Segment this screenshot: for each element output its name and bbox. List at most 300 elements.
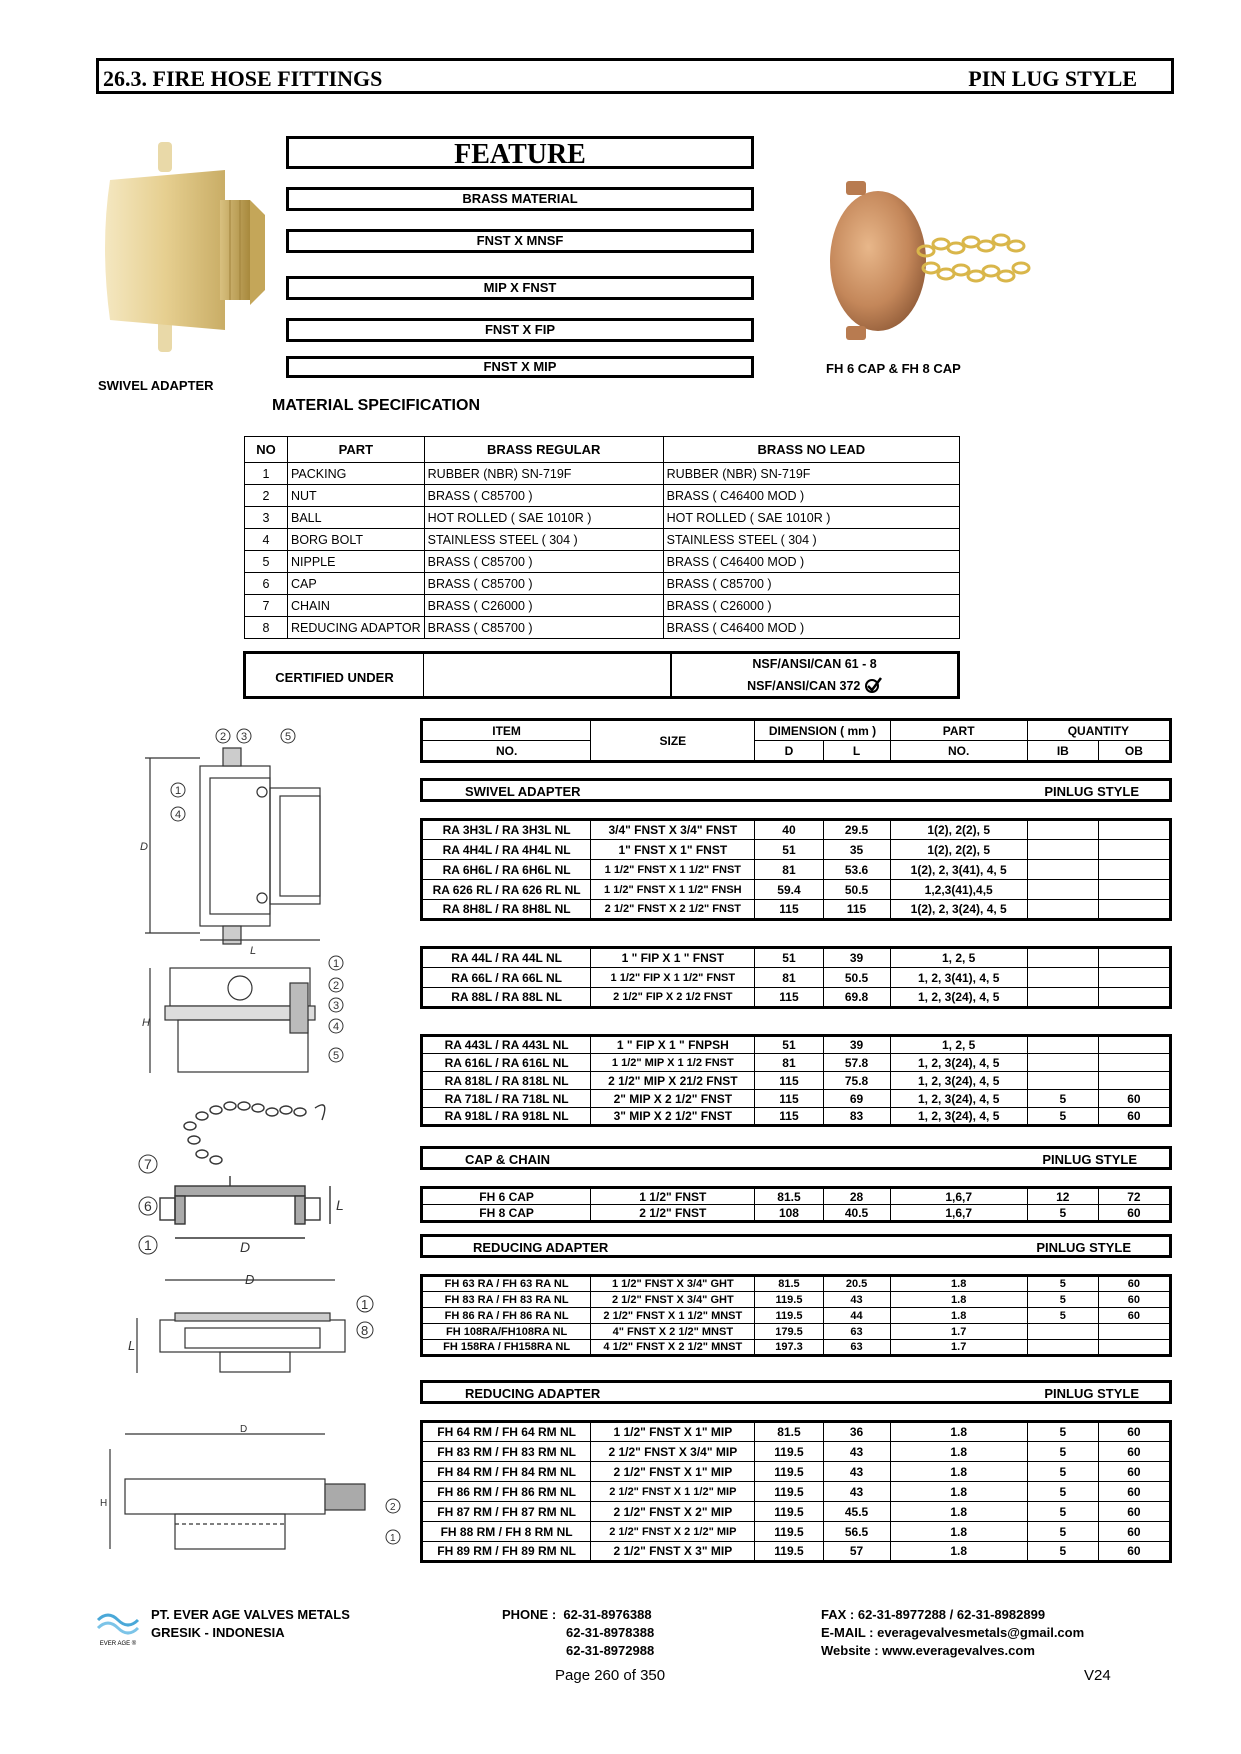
material-cell: BRASS ( C26000 ) [663, 595, 959, 617]
dim-d-cell: 119.5 [755, 1308, 823, 1324]
item-no-cell: FH 108RA/FH108RA NL [422, 1324, 591, 1340]
svg-text:D: D [245, 1272, 255, 1287]
part-no-cell: 1, 2, 3(24), 4, 5 [890, 1054, 1027, 1072]
cap-caption: FH 6 CAP & FH 8 CAP [826, 361, 961, 376]
section-style: PINLUG STYLE [1044, 784, 1139, 799]
item-no-header: NO. [422, 741, 591, 762]
size-cell: 2 1/2" FNST X 1 1/2" MIP [591, 1482, 755, 1502]
size-cell: 3" MIP X 2 1/2" FNST [591, 1108, 755, 1126]
size-cell: 2 1/2" FNST X 3" MIP [591, 1542, 755, 1562]
svg-text:2: 2 [390, 1502, 396, 1513]
size-cell: 1 1/2" MIP X 1 1/2 FNST [591, 1054, 755, 1072]
item-no-cell: RA 88L / RA 88L NL [422, 988, 591, 1008]
material-row [245, 551, 960, 573]
reducing-rm-drawing [95, 1424, 405, 1564]
ib-header: IB [1027, 741, 1098, 762]
qty-ob-cell [1098, 880, 1170, 900]
website: Website : www.everagevalves.com [821, 1643, 1035, 1658]
size-cell: 1 1/2" FNST [591, 1188, 755, 1205]
material-cell: 1 [245, 463, 288, 485]
material-cell: NUT [288, 485, 425, 507]
part-no-cell: 1.8 [890, 1462, 1027, 1482]
svg-text:L: L [128, 1338, 136, 1353]
item-no-cell: FH 6 CAP [422, 1188, 591, 1205]
dim-l-cell: 69 [823, 1090, 890, 1108]
material-table [244, 436, 960, 639]
item-no-cell: FH 86 RA / FH 86 RA NL [422, 1308, 591, 1324]
item-no-cell: RA 3H3L / RA 3H3L NL [422, 820, 591, 840]
dim-d-cell: 81 [755, 1054, 823, 1072]
size-cell: 2 1/2" FNST X 1 1/2" MNST [591, 1308, 755, 1324]
qty-ib-cell [1027, 1054, 1098, 1072]
material-cell: BRASS ( C85700 ) [424, 551, 663, 573]
qty-ib-cell: 5 [1027, 1108, 1098, 1126]
dim-d-cell: 115 [755, 1090, 823, 1108]
qty-ib-cell: 5 [1027, 1422, 1098, 1442]
company-block [151, 1606, 350, 1642]
logo-text: EVER AGE ® [99, 1641, 137, 1647]
qty-ib-cell [1027, 1340, 1098, 1356]
section-title: CAP & CHAIN [465, 1152, 550, 1167]
qty-ib-cell: 5 [1027, 1442, 1098, 1462]
qty-ib-cell [1027, 840, 1098, 860]
size-cell: 1 1/2" FNST X 1 1/2" FNST [591, 860, 755, 880]
qty-ib-cell: 5 [1027, 1276, 1098, 1292]
material-cell: BRASS ( C85700 ) [424, 617, 663, 639]
material-cell: BRASS ( C46400 MOD ) [663, 485, 959, 507]
part-no-cell: 1,6,7 [890, 1188, 1027, 1205]
size-cell: 2 1/2" FIP X 2 1/2 FNST [591, 988, 755, 1008]
material-cell: BRASS ( C26000 ) [424, 595, 663, 617]
svg-text:D: D [140, 841, 148, 853]
dim-d-cell: 197.3 [755, 1340, 823, 1356]
material-cell: 7 [245, 595, 288, 617]
table-row [422, 1292, 1171, 1308]
material-cell: 3 [245, 507, 288, 529]
svg-text:8: 8 [361, 1323, 369, 1338]
dim-d-cell: 119.5 [755, 1442, 823, 1462]
qty-ob-cell: 60 [1098, 1502, 1170, 1522]
material-row [245, 463, 960, 485]
table-row [422, 1422, 1171, 1442]
table-row [422, 1108, 1171, 1126]
svg-text:4: 4 [175, 809, 182, 821]
table-row [422, 1090, 1171, 1108]
item-no-cell: RA 443L / RA 443L NL [422, 1036, 591, 1054]
qty-ib-cell: 5 [1027, 1462, 1098, 1482]
table-row [422, 880, 1171, 900]
svg-text:6: 6 [144, 1198, 152, 1214]
fip-table [420, 946, 1172, 1009]
material-cell: BRASS ( C46400 MOD ) [663, 551, 959, 573]
dim-l-cell: 39 [823, 1036, 890, 1054]
svg-text:3: 3 [333, 1000, 340, 1012]
item-no-cell: RA 4H4L / RA 4H4L NL [422, 840, 591, 860]
svg-text:H: H [142, 1017, 150, 1029]
material-cell: RUBBER (NBR) SN-719F [663, 463, 959, 485]
part-no-cell: 1, 2, 5 [890, 1036, 1027, 1054]
qty-ob-cell: 60 [1098, 1090, 1170, 1108]
material-cell: 2 [245, 485, 288, 507]
svg-text:2: 2 [333, 980, 340, 992]
phone-1: 62-31-8976388 [563, 1607, 652, 1622]
qty-ob-cell [1098, 1072, 1170, 1090]
table-row [422, 1442, 1171, 1462]
material-cell: CAP [288, 573, 425, 595]
dim-l-cell: 28 [823, 1188, 890, 1205]
section-style: PINLUG STYLE [1044, 1386, 1139, 1401]
fip-adapter-drawing [140, 948, 360, 1083]
dim-d-cell: 81 [755, 968, 823, 988]
material-cell: REDUCING ADAPTOR [288, 617, 425, 639]
item-no-cell: RA 626 RL / RA 626 RL NL [422, 880, 591, 900]
dim-l-cell: 43 [823, 1482, 890, 1502]
size-cell: 1 " FIP X 1 " FNPSH [591, 1036, 755, 1054]
qty-ob-cell: 60 [1098, 1422, 1170, 1442]
qty-ib-cell: 5 [1027, 1090, 1098, 1108]
qty-ib-cell: 5 [1027, 1308, 1098, 1324]
item-no-cell: FH 84 RM / FH 84 RM NL [422, 1462, 591, 1482]
table-row [422, 1276, 1171, 1292]
svg-text:D: D [240, 1239, 251, 1255]
dim-l-cell: 43 [823, 1292, 890, 1308]
part-no-cell: 1, 2, 5 [890, 948, 1027, 968]
item-no-cell: RA 918L / RA 918L NL [422, 1108, 591, 1126]
part-no-cell: 1.8 [890, 1522, 1027, 1542]
svg-text:5: 5 [333, 1050, 340, 1062]
version: V24 [1084, 1667, 1111, 1684]
material-row [245, 507, 960, 529]
part-no-cell: 1(2), 2, 3(24), 4, 5 [890, 900, 1027, 920]
quantity-header: QUANTITY [1027, 720, 1170, 741]
table-row [422, 1542, 1171, 1562]
material-cell: NIPPLE [288, 551, 425, 573]
phone-2: 62-31-8978388 [566, 1625, 655, 1640]
material-cell: CHAIN [288, 595, 425, 617]
qty-ob-cell [1098, 820, 1170, 840]
reducing-ra-table [420, 1274, 1172, 1357]
table-row [422, 1502, 1171, 1522]
table-row [422, 860, 1171, 880]
qty-ib-cell [1027, 1036, 1098, 1054]
svg-text:1: 1 [175, 785, 182, 797]
table-row [422, 1482, 1171, 1502]
material-cell: STAINLESS STEEL ( 304 ) [663, 529, 959, 551]
certified-label: CERTIFIED UNDER [275, 670, 394, 685]
item-no-cell: FH 89 RM / FH 89 RM NL [422, 1542, 591, 1562]
feature-item: MIP X FNST [286, 276, 754, 300]
qty-ib-cell [1027, 820, 1098, 840]
dim-l-cell: 75.8 [823, 1072, 890, 1090]
item-no-cell: RA 6H6L / RA 6H6L NL [422, 860, 591, 880]
part-no-cell: 1.8 [890, 1422, 1027, 1442]
svg-text:5: 5 [285, 731, 292, 743]
reducing-ra-drawing [125, 1268, 385, 1378]
cert-2-text: NSF/ANSI/CAN 372 [747, 679, 861, 693]
feature-item: BRASS MATERIAL [286, 187, 754, 211]
qty-ib-cell [1027, 880, 1098, 900]
material-row [245, 595, 960, 617]
size-cell: 1 1/2" FNST X 1" MIP [591, 1422, 755, 1442]
svg-text:1: 1 [390, 1533, 396, 1544]
qty-ob-cell: 60 [1098, 1108, 1170, 1126]
qty-ob-cell: 72 [1098, 1188, 1170, 1205]
dimension-header: DIMENSION ( mm ) [755, 720, 890, 741]
material-cell: BRASS ( C85700 ) [424, 573, 663, 595]
qty-ib-cell: 5 [1027, 1542, 1098, 1562]
check-seal-icon [864, 677, 882, 693]
material-spec-title: MATERIAL SPECIFICATION [272, 397, 480, 414]
col-header: BRASS REGULAR [424, 437, 663, 463]
qty-ib-cell [1027, 948, 1098, 968]
table-row [422, 1188, 1171, 1205]
item-no-cell: FH 63 RA / FH 63 RA NL [422, 1276, 591, 1292]
dim-l-cell: 83 [823, 1108, 890, 1126]
item-header: ITEM [422, 720, 591, 741]
part-no-cell: 1.8 [890, 1442, 1027, 1462]
material-row [245, 617, 960, 639]
section-bar-swivel [420, 778, 1172, 802]
swivel-adapter-caption: SWIVEL ADAPTER [98, 378, 214, 393]
part-no-cell: 1.8 [890, 1482, 1027, 1502]
size-cell: 2" MIP X 2 1/2" FNST [591, 1090, 755, 1108]
qty-ob-cell: 60 [1098, 1308, 1170, 1324]
swivel-table [420, 818, 1172, 921]
part-no-cell: 1(2), 2(2), 5 [890, 820, 1027, 840]
section-style: PINLUG STYLE [1042, 1152, 1137, 1167]
part-no-cell: 1, 2, 3(24), 4, 5 [890, 1090, 1027, 1108]
cap-table [420, 1186, 1172, 1223]
item-no-cell: FH 86 RM / FH 86 RM NL [422, 1482, 591, 1502]
dim-l-cell: 63 [823, 1340, 890, 1356]
size-cell: 1 1/2" FIP X 1 1/2" FNST [591, 968, 755, 988]
qty-ib-cell [1027, 1324, 1098, 1340]
dim-l-cell: 57.8 [823, 1054, 890, 1072]
item-no-cell: FH 83 RA / FH 83 RA NL [422, 1292, 591, 1308]
reducing-rm-table [420, 1420, 1172, 1563]
dim-d-cell: 115 [755, 900, 823, 920]
swivel-adapter-photo [100, 140, 270, 358]
qty-ib-cell [1027, 860, 1098, 880]
section-bar-reducing-2 [420, 1380, 1172, 1404]
section-title: REDUCING ADAPTER [465, 1386, 601, 1401]
qty-ob-cell: 60 [1098, 1292, 1170, 1308]
size-cell: 3/4" FNST X 3/4" FNST [591, 820, 755, 840]
material-row [245, 573, 960, 595]
table-row [422, 1522, 1171, 1542]
qty-ob-cell [1098, 900, 1170, 920]
size-cell: 2 1/2" FNST X 2 1/2" FNST [591, 900, 755, 920]
part-no-cell: 1(2), 2(2), 5 [890, 840, 1027, 860]
svg-text:H: H [100, 1498, 108, 1509]
part-no-cell: 1.8 [890, 1502, 1027, 1522]
qty-ob-cell [1098, 1036, 1170, 1054]
qty-ob-cell [1098, 1054, 1170, 1072]
dim-l-cell: 20.5 [823, 1276, 890, 1292]
dim-d-cell: 40 [755, 820, 823, 840]
dim-d-cell: 108 [755, 1205, 823, 1222]
item-no-cell: RA 44L / RA 44L NL [422, 948, 591, 968]
size-cell: 1" FNST X 1" FNST [591, 840, 755, 860]
feature-item: FNST X FIP [286, 318, 754, 342]
size-cell: 2 1/2" FNST X 2" MIP [591, 1502, 755, 1522]
dim-d-cell: 81.5 [755, 1276, 823, 1292]
qty-ob-cell: 60 [1098, 1442, 1170, 1462]
material-cell: 8 [245, 617, 288, 639]
dim-l-cell: 43 [823, 1462, 890, 1482]
qty-ib-cell: 5 [1027, 1482, 1098, 1502]
dim-l-cell: 35 [823, 840, 890, 860]
part-no-cell: 1,6,7 [890, 1205, 1027, 1222]
dim-d-cell: 81 [755, 860, 823, 880]
certified-box [243, 651, 960, 699]
dim-l-cell: 45.5 [823, 1502, 890, 1522]
qty-ib-cell [1027, 988, 1098, 1008]
size-cell: 2 1/2" FNST X 1" MIP [591, 1462, 755, 1482]
size-header: SIZE [591, 720, 755, 762]
dim-d-cell: 81.5 [755, 1188, 823, 1205]
page-number: Page 260 of 350 [555, 1667, 666, 1684]
svg-text:3: 3 [241, 731, 248, 743]
dim-l-cell: 57 [823, 1542, 890, 1562]
col-header: BRASS NO LEAD [663, 437, 959, 463]
table-row [422, 948, 1171, 968]
size-cell: 2 1/2" FNST [591, 1205, 755, 1222]
part-no-cell: 1.8 [890, 1292, 1027, 1308]
qty-ob-cell: 60 [1098, 1522, 1170, 1542]
table-row [422, 1054, 1171, 1072]
section-style: PINLUG STYLE [1036, 1240, 1131, 1255]
dim-l-cell: 50.5 [823, 968, 890, 988]
svg-text:7: 7 [144, 1156, 152, 1172]
dim-l-cell: 50.5 [823, 880, 890, 900]
dim-l-cell: 53.6 [823, 860, 890, 880]
svg-text:1: 1 [361, 1297, 369, 1312]
svg-text:1: 1 [144, 1237, 152, 1253]
dim-l-cell: 36 [823, 1422, 890, 1442]
material-cell: BORG BOLT [288, 529, 425, 551]
dim-d-cell: 119.5 [755, 1482, 823, 1502]
dim-d-cell: 115 [755, 1072, 823, 1090]
dim-l-cell: 115 [823, 900, 890, 920]
section-bar-reducing-1 [420, 1234, 1172, 1258]
section-title: REDUCING ADAPTER [473, 1240, 609, 1255]
qty-ib-cell [1027, 1072, 1098, 1090]
cert-1: NSF/ANSI/CAN 61 - 8 [752, 657, 877, 671]
dim-d-cell: 51 [755, 948, 823, 968]
phone-3: 62-31-8972988 [566, 1643, 655, 1658]
material-cell: HOT ROLLED ( SAE 1010R ) [663, 507, 959, 529]
section-title: SWIVEL ADAPTER [465, 784, 581, 799]
style-title: PIN LUG STYLE [968, 66, 1137, 91]
part-no-cell: 1.8 [890, 1308, 1027, 1324]
item-no-cell: FH 8 CAP [422, 1205, 591, 1222]
d-header: D [755, 741, 823, 762]
feature-item: FNST X MNSF [286, 229, 754, 253]
table-row [422, 1072, 1171, 1090]
wave-logo-icon [96, 1606, 140, 1636]
dim-l-cell: 40.5 [823, 1205, 890, 1222]
part-no-cell: 1.7 [890, 1340, 1027, 1356]
qty-ob-cell [1098, 988, 1170, 1008]
svg-text:2: 2 [220, 731, 227, 743]
email: E-MAIL : everagevalvesmetals@gmail.com [821, 1625, 1085, 1640]
item-no-cell: RA 616L / RA 616L NL [422, 1054, 591, 1072]
item-no-cell: FH 87 RM / FH 87 RM NL [422, 1502, 591, 1522]
qty-ib-cell: 12 [1027, 1188, 1098, 1205]
size-cell: 2 1/2" FNST X 3/4" MIP [591, 1442, 755, 1462]
material-row [245, 485, 960, 507]
part-no-cell: 1,2,3(41),4,5 [890, 880, 1027, 900]
dim-d-cell: 179.5 [755, 1324, 823, 1340]
dim-l-cell: 63 [823, 1324, 890, 1340]
size-cell: 4" FNST X 2 1/2" MNST [591, 1324, 755, 1340]
material-cell: BRASS ( C85700 ) [424, 485, 663, 507]
l-header: L [823, 741, 890, 762]
section-bar-cap [420, 1146, 1172, 1170]
material-cell: HOT ROLLED ( SAE 1010R ) [424, 507, 663, 529]
material-cell: BALL [288, 507, 425, 529]
mip-table [420, 1034, 1172, 1127]
qty-ob-cell: 60 [1098, 1482, 1170, 1502]
part-no-cell: 1(2), 2, 3(41), 4, 5 [890, 860, 1027, 880]
dim-l-cell: 44 [823, 1308, 890, 1324]
item-no-cell: FH 83 RM / FH 83 RM NL [422, 1442, 591, 1462]
cert-2 [672, 677, 957, 693]
part-no-cell: 1, 2, 3(24), 4, 5 [890, 988, 1027, 1008]
section-title: 26.3. FIRE HOSE FITTINGS [103, 66, 383, 91]
dim-d-cell: 51 [755, 1036, 823, 1054]
dim-l-cell: 29.5 [823, 820, 890, 840]
dim-d-cell: 115 [755, 988, 823, 1008]
col-header: NO [245, 437, 288, 463]
fax: FAX : 62-31-8977288 / 62-31-8982899 [821, 1607, 1046, 1622]
qty-ob-cell [1098, 840, 1170, 860]
qty-ib-cell [1027, 900, 1098, 920]
table-row [422, 820, 1171, 840]
dim-d-cell: 119.5 [755, 1502, 823, 1522]
size-cell: 1 1/2" FNST X 1 1/2" FNSH [591, 880, 755, 900]
qty-ob-cell [1098, 948, 1170, 968]
table-row [422, 1036, 1171, 1054]
part-no-header: NO. [890, 741, 1027, 762]
table-row [422, 1324, 1171, 1340]
table-row [422, 900, 1171, 920]
svg-text:4: 4 [333, 1021, 340, 1033]
item-no-cell: RA 66L / RA 66L NL [422, 968, 591, 988]
table-row [422, 1308, 1171, 1324]
dim-l-cell: 69.8 [823, 988, 890, 1008]
feature-item: FNST X MIP [286, 356, 754, 378]
dim-d-cell: 59.4 [755, 880, 823, 900]
qty-ob-cell [1098, 1340, 1170, 1356]
dim-d-cell: 119.5 [755, 1542, 823, 1562]
table-row [422, 988, 1171, 1008]
part-no-cell: 1, 2, 3(41), 4, 5 [890, 968, 1027, 988]
qty-ib-cell: 5 [1027, 1292, 1098, 1308]
size-cell: 4 1/2" FNST X 2 1/2" MNST [591, 1340, 755, 1356]
svg-text:D: D [240, 1424, 248, 1435]
item-no-cell: RA 818L / RA 818L NL [422, 1072, 591, 1090]
cap-chain-drawing [130, 1098, 370, 1258]
size-cell: 1 " FIP X 1 " FNST [591, 948, 755, 968]
swivel-adapter-drawing [140, 728, 400, 957]
material-cell: RUBBER (NBR) SN-719F [424, 463, 663, 485]
material-cell: STAINLESS STEEL ( 304 ) [424, 529, 663, 551]
table-row [422, 1462, 1171, 1482]
dim-d-cell: 119.5 [755, 1292, 823, 1308]
ob-header: OB [1098, 741, 1170, 762]
